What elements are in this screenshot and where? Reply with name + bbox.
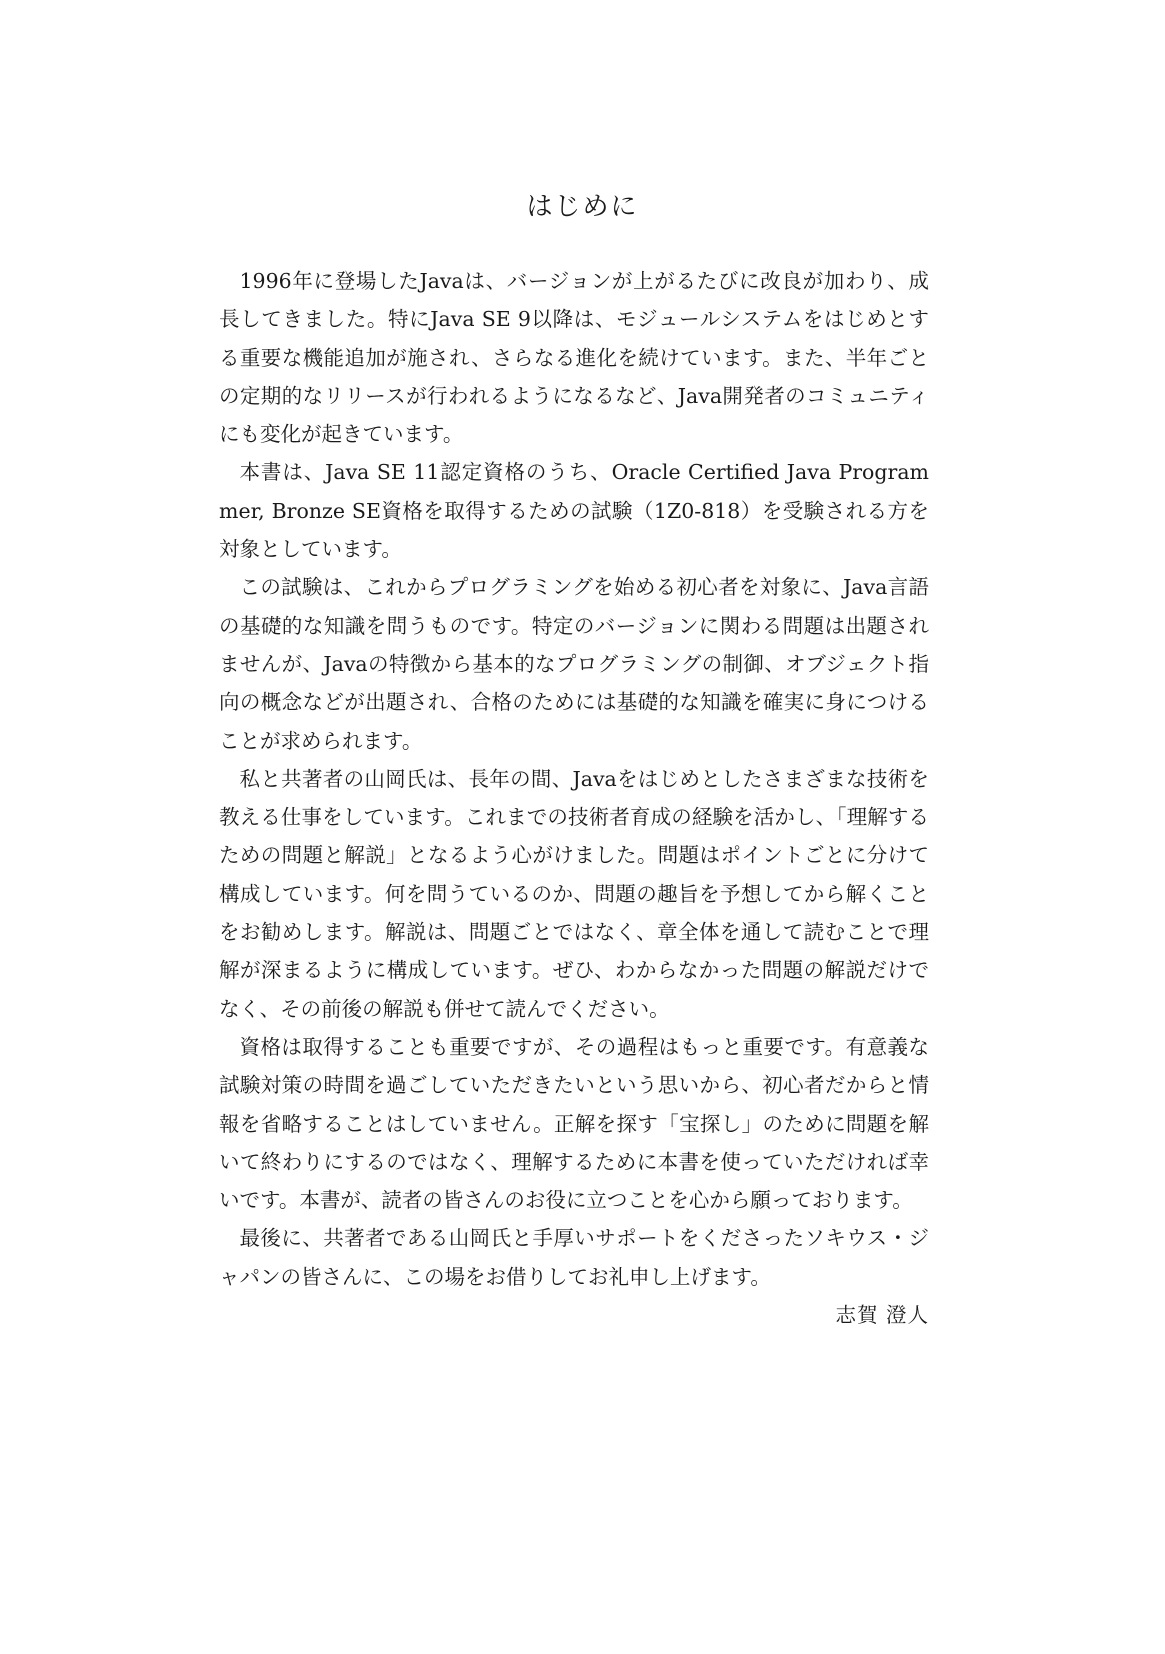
- paragraph-exam-description: この試験は、これからプログラミングを始める初心者を対象に、Java言語の基礎的な知識を問うものです。特定のバージョンに関わる問題は出題されませんが、Javaの特徴から基本的なプログラミングの制御、オブジェクト指向の概念などが出題され、合格のためには基礎的な知識を確実に身につけることが求められます。: [219, 575, 929, 753]
- body-text: [219, 262, 929, 1334]
- page-title: はじめに: [526, 192, 639, 222]
- author-signature: 志賀 澄人: [835, 1303, 929, 1328]
- paragraph-acknowledgements: 最後に、共著者である山岡氏と手厚いサポートをくださったソキウス・ジャパンの皆さんに、この場をお借りしてお礼申し上げます。: [219, 1226, 929, 1289]
- paragraph-purpose: 資格は取得することも重要ですが、その過程はもっと重要です。有意義な試験対策の時間を過ごしていただきたいという思いから、初心者だからと情報を省略することはしていません。正解を探す「宝探し」のために問題を解いて終わりにするのではなく、理解するために本書を使っていただければ幸いです。本書が、読者の皆さんのお役に立つことを心から願っております。: [219, 1034, 929, 1213]
- paragraph-intro: 1996年に登場したJavaは、バージョンが上がるたびに改良が加わり、成長してきました。特にJava SE 9以降は、モジュールシステムをはじめとする重要な機能追加が施され、さらなる進化を続けています。また、半年ごとの定期的なリリースが行われるようになるなど、Java開発者のコミュニティにも変化が起きています。: [219, 269, 929, 447]
- paragraph-authors-approach: 私と共著者の山岡氏は、長年の間、Javaをはじめとしたさまざまな技術を教える仕事をしています。これまでの技術者育成の経験を活かし、「理解するための問題と解説」となるよう心がけました。問題はポイントごとに分けて構成しています。何を問うているのか、問題の趣旨を予想してから解くことをお勧めします。解説は、問題ごとではなく、章全体を通して読むことで理解が深まるように構成しています。ぜひ、わからなかった問題の解説だけでなく、その前後の解説も併せて読んでください。: [219, 766, 929, 1021]
- paragraph-target-exam: 本書は、Java SE 11認定資格のうち、Oracle Certified Java Programmer, Bronze SE資格を取得するための試験（1Z0-818）を受験される方を対象としています。: [219, 460, 929, 562]
